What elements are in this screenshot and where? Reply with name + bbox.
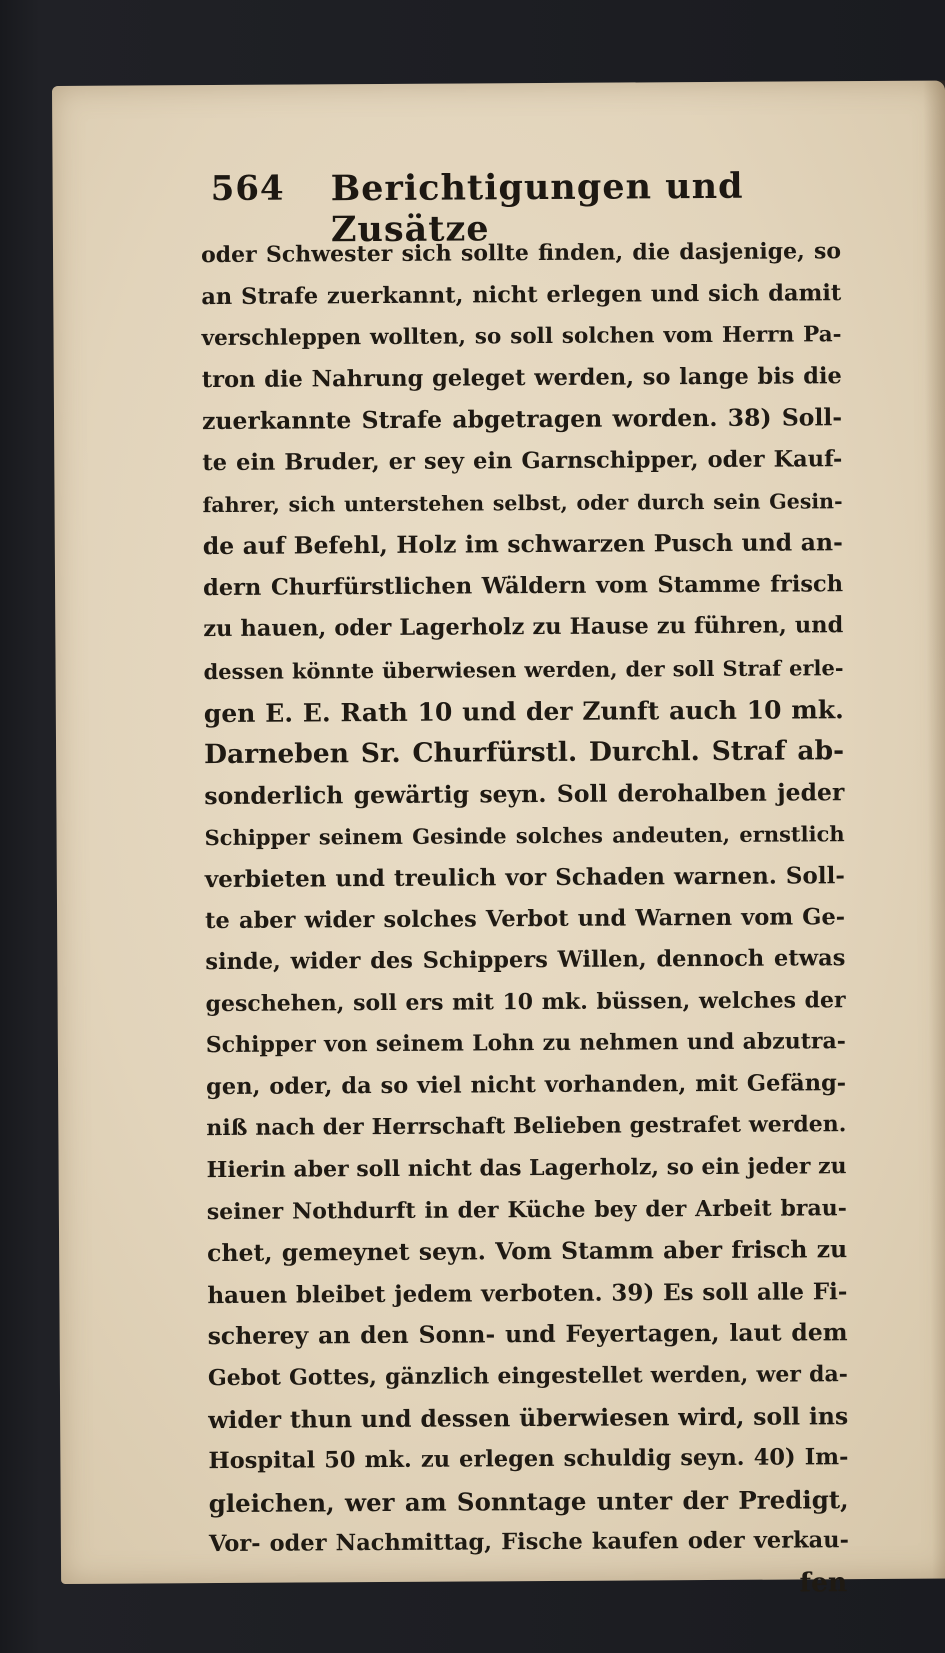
text-line: verbieten und treulich vor Schaden warnen. Soll- <box>204 862 845 893</box>
text-line: Hospital 50 mk. zu erlegen schuldig seyn. 40) Im- <box>208 1444 849 1475</box>
text-line: Vor- oder Nachmittag, Fische kaufen oder verkau- <box>208 1527 849 1558</box>
text-line: fahrer, sich unterstehen selbst, oder durch sein Gesin- <box>202 488 843 517</box>
text-line: chet, gemeynet seyn. Vom Stamm aber frisch zu <box>207 1235 848 1268</box>
text-line: hauen bleibet jedem verboten. 39) Es soll alle Fi- <box>207 1278 848 1309</box>
catchword: fen <box>799 1567 848 1599</box>
book-page <box>52 81 945 1599</box>
text-line: te ein Bruder, er sey ein Garnschipper, oder Kauf- <box>202 446 843 477</box>
text-line: sinde, wider des Schippers Willen, dennoch etwas <box>205 945 846 976</box>
text-line: dessen könnte überwiesen werden, der soll Straf erle- <box>203 655 844 685</box>
text-line: wider thun und dessen überwiesen wird, soll ins <box>208 1401 849 1434</box>
text-line: verschleppen wollten, so soll solchen vom Herrn Pa- <box>201 322 842 352</box>
text-line: Darneben Sr. Churfürstl. Durchl. Straf ab- <box>203 735 845 771</box>
text-line: sonderlich gewärtig seyn. Soll derohalben jeder <box>204 777 845 810</box>
page-number: 564 <box>210 168 285 210</box>
text-line: zu hauen, oder Lagerholz zu Hause zu führen, und <box>203 612 844 643</box>
text-line: scherey an den Sonn- und Feyertagen, laut dem <box>207 1318 848 1351</box>
text-line: geschehen, soll ers mit 10 mk. büssen, welches der <box>205 986 846 1017</box>
text-line: tron die Nahrung geleget werden, so lange bis die <box>201 362 842 393</box>
running-head: Berichtigungen und Zusätze <box>330 165 744 251</box>
text-line: dern Churfürstlichen Wäldern vom Stamme frisch <box>202 570 844 601</box>
text-line: zuerkannte Strafe abgetragen worden. 38) Soll- <box>201 403 843 436</box>
text-line: de auf Befehl, Holz im schwarzen Pusch und an- <box>202 528 843 561</box>
text-line: Schipper seinem Gesinde solches andeuten, ernstlich <box>204 821 845 851</box>
text-line: an Strafe zuerkannt, nicht erlegen und sich damit <box>201 279 842 310</box>
body-text <box>201 231 849 1607</box>
text-line: oder Schwester sich sollte finden, die dasjenige, so <box>200 238 842 269</box>
text-line: gen E. E. Rath 10 und der Zunft auch 10 mk. <box>203 694 844 728</box>
text-line: te aber wider solches Verbot und Warnen vom Ge- <box>205 903 846 934</box>
page-edge-shadow <box>923 81 945 1579</box>
text-line: seiner Nothdurft in der Küche bey der Arbeit brau- <box>206 1194 847 1225</box>
text-line: gen, oder, da so viel nicht vorhanden, mit Gefäng- <box>206 1070 847 1100</box>
text-line: Gebot Gottes, gänzlich eingestellet werden, wer da- <box>207 1361 848 1392</box>
text-line: Schipper von seinem Lohn zu nehmen und abzutra- <box>205 1028 846 1059</box>
text-line: niß nach der Herrschaft Belieben gestrafet werden. <box>206 1111 847 1142</box>
page-header <box>210 165 771 251</box>
text-line: Hierin aber soll nicht das Lagerholz, so ein jeder zu <box>206 1153 847 1184</box>
text-line: gleichen, wer am Sonntage unter der Predigt, <box>208 1484 849 1518</box>
